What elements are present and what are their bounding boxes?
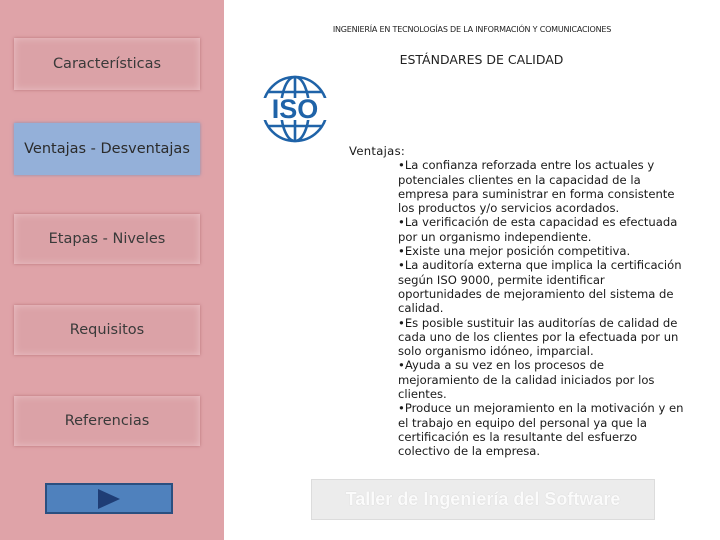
sidebar-item-label: Referencias	[64, 413, 150, 429]
list-item: •La confianza reforzada entre los actuales y potenciales clientes en la capacidad de la empresa para suministrar en forma consistente los productos y/o servicios acordados.	[398, 158, 675, 216]
sidebar-item-label: Características	[52, 56, 162, 72]
iso-globe-logo	[246, 73, 344, 145]
list-item: •La auditoría externa que implica la certificación según ISO 9000, permite identificar oportunidades de mejoramiento del sistema de calidad.	[398, 258, 682, 316]
footer-watermark: Taller de Ingeniería del Software	[311, 479, 655, 520]
page-header: INGENIERÍA EN TECNOLOGÍAS DE LA INFORMACIÓN Y COMUNICACIONES	[332, 25, 612, 34]
list-item: •Existe una mejor posición competitiva.	[398, 244, 631, 259]
iso-logo	[246, 73, 344, 145]
sidebar-item-label: Requisitos	[69, 322, 145, 338]
list-item: •Ayuda a su vez en los procesos de mejoramiento de la calidad iniciados por los clientes.	[398, 358, 655, 402]
list-item: •La verificación de esta capacidad es efectuada por un organismo independiente.	[398, 215, 678, 244]
sidebar-item-label: Etapas - Niveles	[48, 231, 166, 247]
section-title: ESTÁNDARES DE CALIDAD	[399, 52, 564, 67]
play-icon	[96, 487, 122, 511]
sidebar-item-caracteristicas[interactable]	[14, 38, 200, 90]
content-block	[348, 144, 688, 459]
sidebar-item-referencias[interactable]	[14, 396, 200, 446]
sidebar	[0, 0, 224, 540]
bullet-list	[398, 158, 688, 458]
list-item: •Produce un mejoramiento en la motivación y en el trabajo en equipo del personal ya que la certificación es la resultante del esfuerzo colectivo de la empresa.	[398, 401, 684, 459]
sidebar-item-label: Ventajas - Desventajas	[24, 141, 190, 157]
sidebar-item-etapas-niveles[interactable]	[14, 214, 200, 264]
sidebar-item-ventajas-desventajas[interactable]	[14, 123, 200, 175]
content-label: Ventajas:	[349, 144, 406, 158]
iso-logo-text: ISO	[271, 94, 319, 124]
play-button[interactable]	[45, 483, 173, 514]
list-item: •Es posible sustituir las auditorías de calidad de cada uno de los clientes por la efectuada por un solo organismo idóneo, imparcial.	[398, 315, 679, 359]
sidebar-item-requisitos[interactable]	[14, 305, 200, 355]
